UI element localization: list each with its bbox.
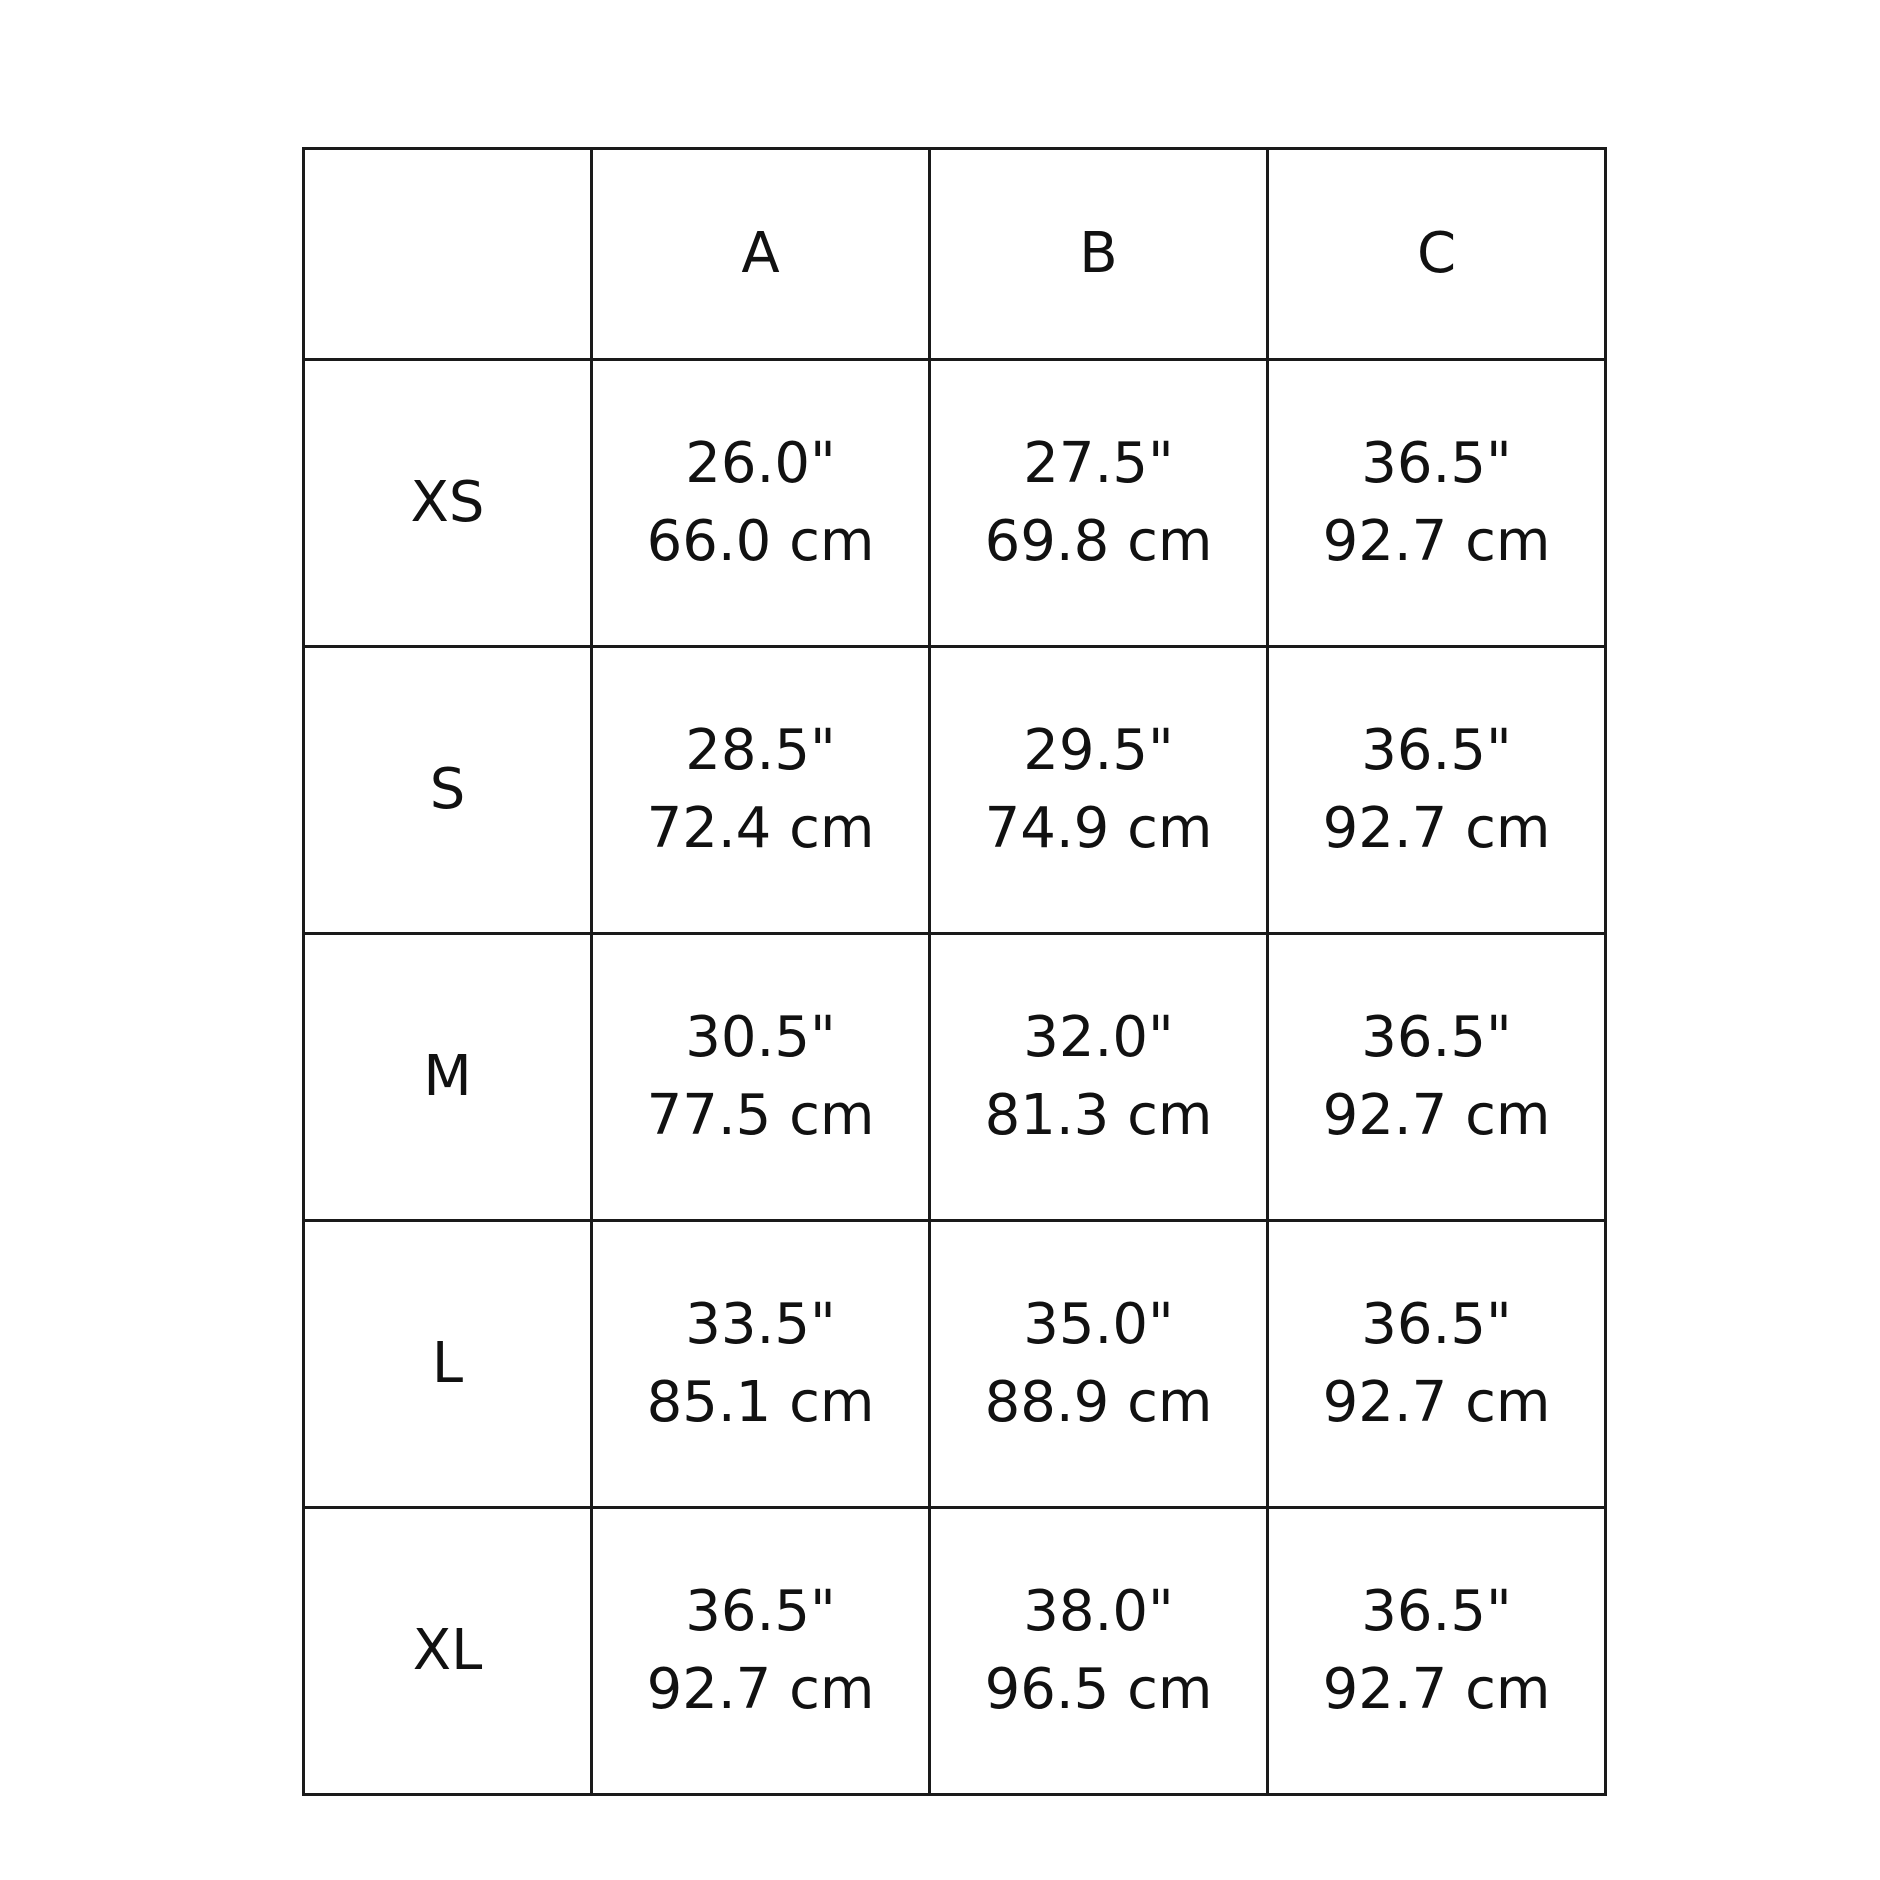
measurement-cell bbox=[930, 647, 1268, 934]
cm-value: 92.7 cm bbox=[1322, 796, 1551, 861]
measurement-cell bbox=[930, 360, 1268, 647]
header-row bbox=[304, 149, 1606, 360]
table-row-xs bbox=[304, 360, 1606, 647]
cm-value: 88.9 cm bbox=[984, 1370, 1213, 1435]
size-label: XL bbox=[304, 1508, 592, 1795]
corner-cell bbox=[304, 149, 592, 360]
inches-value: 35.0" bbox=[1023, 1291, 1174, 1357]
table-row-m bbox=[304, 934, 1606, 1221]
measurement-cell bbox=[1268, 934, 1606, 1221]
size-chart-table bbox=[302, 147, 1607, 1796]
inches-value: 36.5" bbox=[1361, 430, 1512, 496]
size-label: S bbox=[304, 647, 592, 934]
inches-value: 36.5" bbox=[685, 1578, 836, 1644]
cm-value: 77.5 cm bbox=[646, 1083, 875, 1148]
cm-value: 72.4 cm bbox=[646, 796, 875, 861]
column-header-a: A bbox=[592, 149, 930, 360]
inches-value: 36.5" bbox=[1361, 717, 1512, 783]
cm-value: 92.7 cm bbox=[1322, 1657, 1551, 1722]
inches-value: 29.5" bbox=[1023, 717, 1174, 783]
size-label: L bbox=[304, 1221, 592, 1508]
measurement-cell bbox=[1268, 647, 1606, 934]
table-row-xl bbox=[304, 1508, 1606, 1795]
measurement-cell bbox=[1268, 360, 1606, 647]
measurement-cell bbox=[592, 1221, 930, 1508]
size-label: XS bbox=[304, 360, 592, 647]
cm-value: 92.7 cm bbox=[646, 1657, 875, 1722]
inches-value: 28.5" bbox=[685, 717, 836, 783]
cm-value: 74.9 cm bbox=[984, 796, 1213, 861]
measurement-cell bbox=[592, 647, 930, 934]
cm-value: 81.3 cm bbox=[984, 1083, 1213, 1148]
column-header-c: C bbox=[1268, 149, 1606, 360]
inches-value: 36.5" bbox=[1361, 1578, 1512, 1644]
measurement-cell bbox=[592, 360, 930, 647]
measurement-cell bbox=[930, 1221, 1268, 1508]
column-header-b: B bbox=[930, 149, 1268, 360]
measurement-cell bbox=[1268, 1508, 1606, 1795]
table-row-l bbox=[304, 1221, 1606, 1508]
cm-value: 69.8 cm bbox=[984, 509, 1213, 574]
inches-value: 36.5" bbox=[1361, 1291, 1512, 1357]
size-label: M bbox=[304, 934, 592, 1221]
inches-value: 38.0" bbox=[1023, 1578, 1174, 1644]
measurement-cell bbox=[930, 934, 1268, 1221]
inches-value: 30.5" bbox=[685, 1004, 836, 1070]
cm-value: 96.5 cm bbox=[984, 1657, 1213, 1722]
measurement-cell bbox=[592, 934, 930, 1221]
measurement-cell bbox=[1268, 1221, 1606, 1508]
inches-value: 27.5" bbox=[1023, 430, 1174, 496]
inches-value: 36.5" bbox=[1361, 1004, 1512, 1070]
cm-value: 92.7 cm bbox=[1322, 1370, 1551, 1435]
cm-value: 85.1 cm bbox=[646, 1370, 875, 1435]
table-row-s bbox=[304, 647, 1606, 934]
cm-value: 92.7 cm bbox=[1322, 509, 1551, 574]
inches-value: 33.5" bbox=[685, 1291, 836, 1357]
measurement-cell bbox=[592, 1508, 930, 1795]
cm-value: 92.7 cm bbox=[1322, 1083, 1551, 1148]
measurement-cell bbox=[930, 1508, 1268, 1795]
cm-value: 66.0 cm bbox=[646, 509, 875, 574]
inches-value: 26.0" bbox=[685, 430, 836, 496]
inches-value: 32.0" bbox=[1023, 1004, 1174, 1070]
